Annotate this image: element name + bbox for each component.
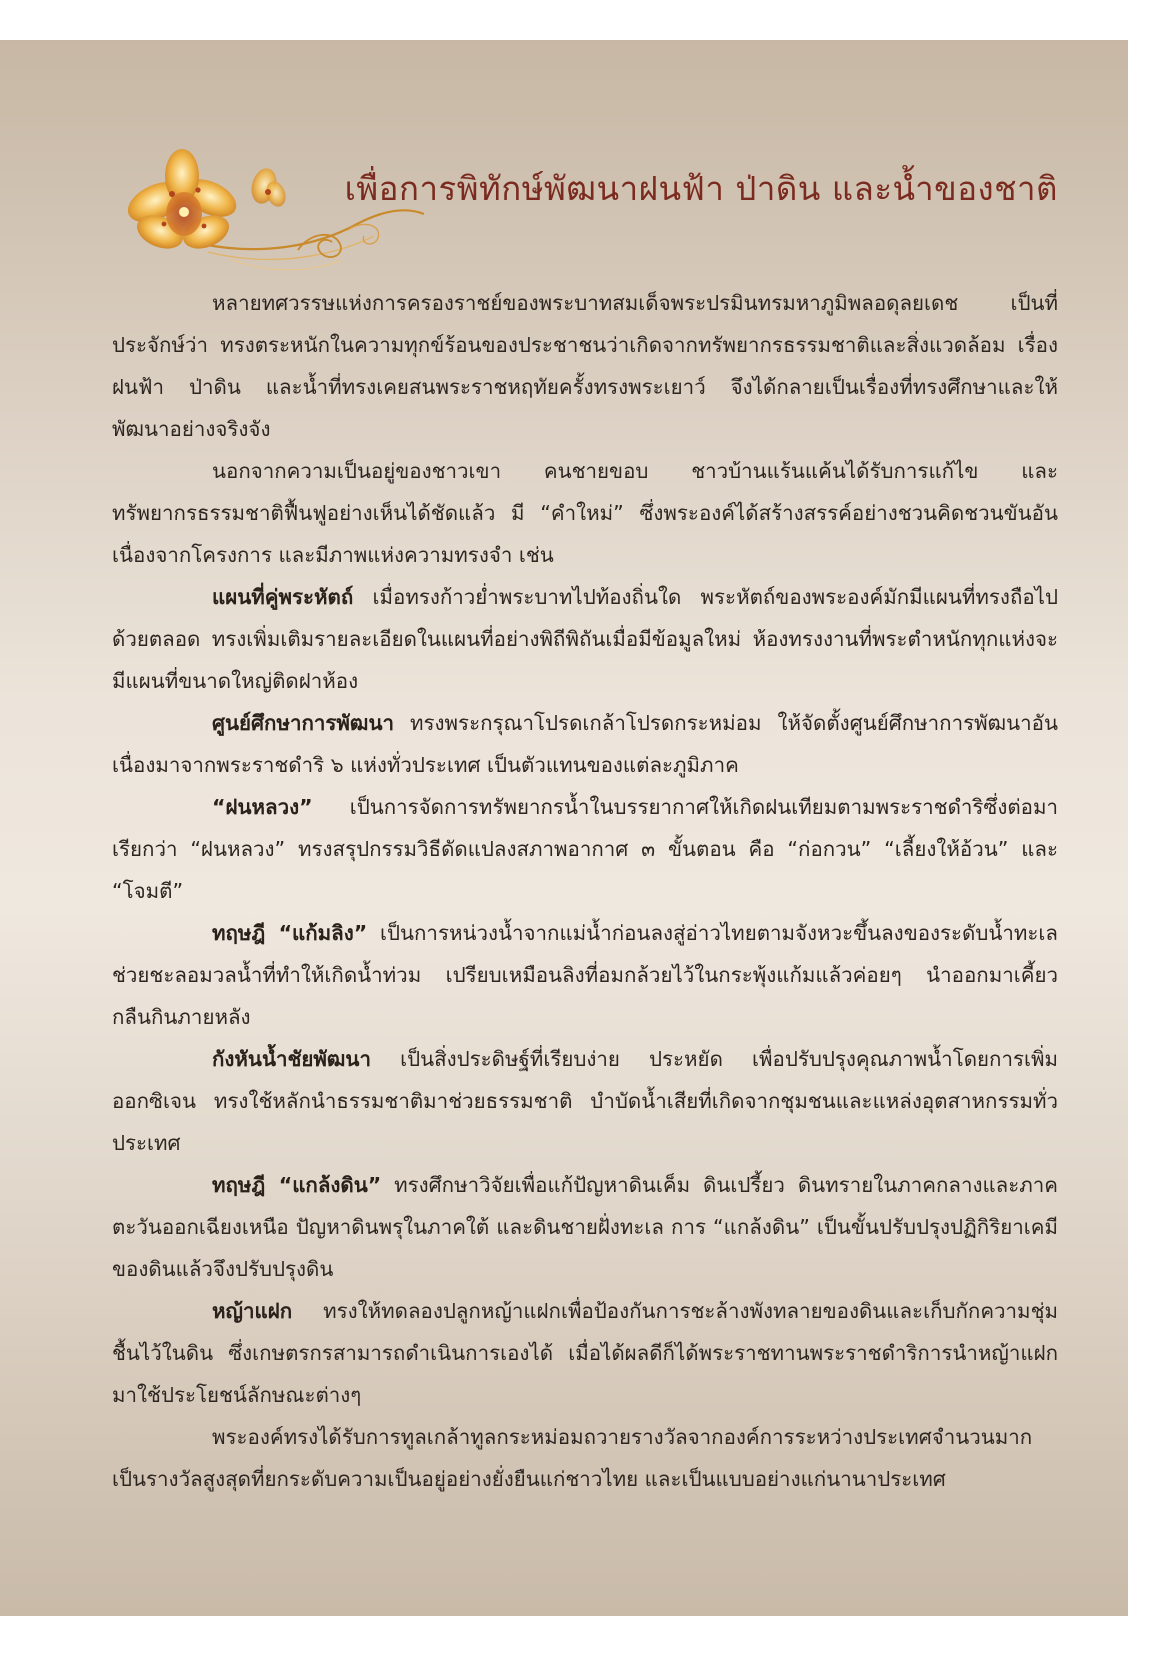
paragraph-text: ทรงพระกรุณาโปรดเกล้าโปรดกระหม่อม ให้จัดตั้งศูนย์ศึกษาการพัฒนาอันเนื่องมาจากพระราชดำริ ๖ แห่งทั่วประเทศ เป็นตัวแทนของแต่ละภูมิภาค: [112, 711, 1058, 777]
paragraph: [112, 1290, 1058, 1416]
paragraph: [112, 1038, 1058, 1164]
paragraph-text: เป็นการหน่วงน้ำจากแม่น้ำก่อนลงสู่อ่าวไทยตามจังหวะขึ้นลงของระดับน้ำทะเล ช่วยชะลอมวลน้ำที่ทำให้เกิดน้ำท่วม เปรียบเหมือนลิงที่อมกล้วยไว้ในกระพุ้งแก้มแล้วค่อยๆ นำออกมาเคี้ยวกลืนกินภายหลัง: [112, 921, 1058, 1029]
paragraph-lead: ทฤษฎี “แก้มลิง”: [212, 921, 368, 945]
paragraph-lead: แผนที่คู่พระหัตถ์: [212, 585, 354, 609]
paragraph-text: เป็นสิ่งประดิษฐ์ที่เรียบง่าย ประหยัด เพื่อปรับปรุงคุณภาพน้ำโดยการเพิ่มออกซิเจน ทรงใช้หลักนำธรรมชาติมาช่วยธรรมชาติ บำบัดน้ำเสียที่เกิดจากชุมชนและแหล่งอุตสาหกรรมทั่วประเทศ: [112, 1047, 1058, 1155]
article-body: [112, 282, 1058, 1500]
paragraph: [112, 912, 1058, 1038]
paragraph: [112, 282, 1058, 450]
paragraph-lead: “ฝนหลวง”: [212, 795, 313, 819]
paragraph-lead: หญ้าแฝก: [212, 1299, 293, 1323]
paragraph-lead: ทฤษฎี “แกล้งดิน”: [212, 1173, 382, 1197]
paragraph: [112, 702, 1058, 786]
paragraph-lead: กังหันน้ำชัยพัฒนา: [212, 1047, 371, 1071]
paragraph-text: นอกจากความเป็นอยู่ของชาวเขา คนชายขอบ ชาวบ้านแร้นแค้นได้รับการแก้ไข และทรัพยากรธรรมชาติฟื้นฟูอย่างเห็นได้ชัดแล้ว มี “คำใหม่” ซึ่งพระองค์ได้สร้างสรรค์อย่างชวนคิดชวนขันอันเนื่องจากโครงการ และมีภาพแห่งความทรงจำ เช่น: [112, 459, 1058, 567]
paragraph-text: หลายทศวรรษแห่งการครองราชย์ของพระบาทสมเด็จพระปรมินทรมหาภูมิพลอดุลยเดช เป็นที่ประจักษ์ว่า ทรงตระหนักในความทุกข์ร้อนของประชาชนว่าเกิดจากทรัพยากรธรรมชาติและสิ่งแวดล้อม เรื่อง ฝนฟ้า ป่าดิน และน้ำที่ทรงเคยสนพระราชหฤทัยครั้งทรงพระเยาว์ จึงได้กลายเป็นเรื่องที่ทรงศึกษาและให้พัฒนาอย่างจริงจัง: [112, 291, 1058, 441]
paragraph-lead: ศูนย์ศึกษาการพัฒนา: [212, 711, 394, 735]
paragraph: [112, 1416, 1058, 1500]
paragraph-text: เมื่อทรงก้าวย่ำพระบาทไปท้องถิ่นใด พระหัตถ์ของพระองค์มักมีแผนที่ทรงถือไปด้วยตลอด ทรงเพิ่มเติมรายละเอียดในแผนที่อย่างพิถีพิถันเมื่อมีข้อมูลใหม่ ห้องทรงงานที่พระตำหนักทุกแห่งจะมีแผนที่ขนาดใหญ่ติดฝาห้อง: [112, 585, 1058, 693]
paragraph-text: ทรงศึกษาวิจัยเพื่อแก้ปัญหาดินเค็ม ดินเปรี้ยว ดินทรายในภาคกลางและภาคตะวันออกเฉียงเหนือ ปัญหาดินพรุในภาคใต้ และดินชายฝั่งทะเล การ “แกล้งดิน” เป็นขั้นปรับปรุงปฏิกิริยาเคมีของดินแล้วจึงปรับปรุงดิน: [112, 1173, 1058, 1281]
paragraph: [112, 450, 1058, 576]
paragraph: [112, 786, 1058, 912]
paragraph-text: พระองค์ทรงได้รับการทูลเกล้าทูลกระหม่อมถวายรางวัลจากองค์การระหว่างประเทศจำนวนมาก เป็นรางวัลสูงสุดที่ยกระดับความเป็นอยู่อย่างยั่งยืนแก่ชาวไทย และเป็นแบบอย่างแก่นานาประเทศ: [112, 1425, 1033, 1491]
paragraph-text: เป็นการจัดการทรัพยากรน้ำในบรรยากาศให้เกิดฝนเทียมตามพระราชดำริซึ่งต่อมาเรียกว่า “ฝนหลวง” ทรงสรุปกรรมวิธีดัดแปลงสภาพอากาศ ๓ ขั้นตอน คือ “ก่อกวน” “เลี้ยงให้อ้วน” และ “โจมตี”: [112, 795, 1058, 903]
page-title: เพื่อการพิทักษ์พัฒนาฝนฟ้า ป่าดิน และน้ำของชาติ: [344, 169, 1058, 208]
page-background: [0, 40, 1128, 1616]
paragraph-text: ทรงให้ทดลองปลูกหญ้าแฝกเพื่อป้องกันการชะล้างพังทลายของดินและเก็บกักความชุ่มชื้นไว้ในดิน ซึ่งเกษตรกรสามารถดำเนินการเองได้ เมื่อได้ผลดีก็ได้พระราชทานพระราชดำริการนำหญ้าแฝกมาใช้ประโยชน์ลักษณะต่างๆ: [112, 1299, 1058, 1407]
paragraph: [112, 576, 1058, 702]
paragraph: [112, 1164, 1058, 1290]
